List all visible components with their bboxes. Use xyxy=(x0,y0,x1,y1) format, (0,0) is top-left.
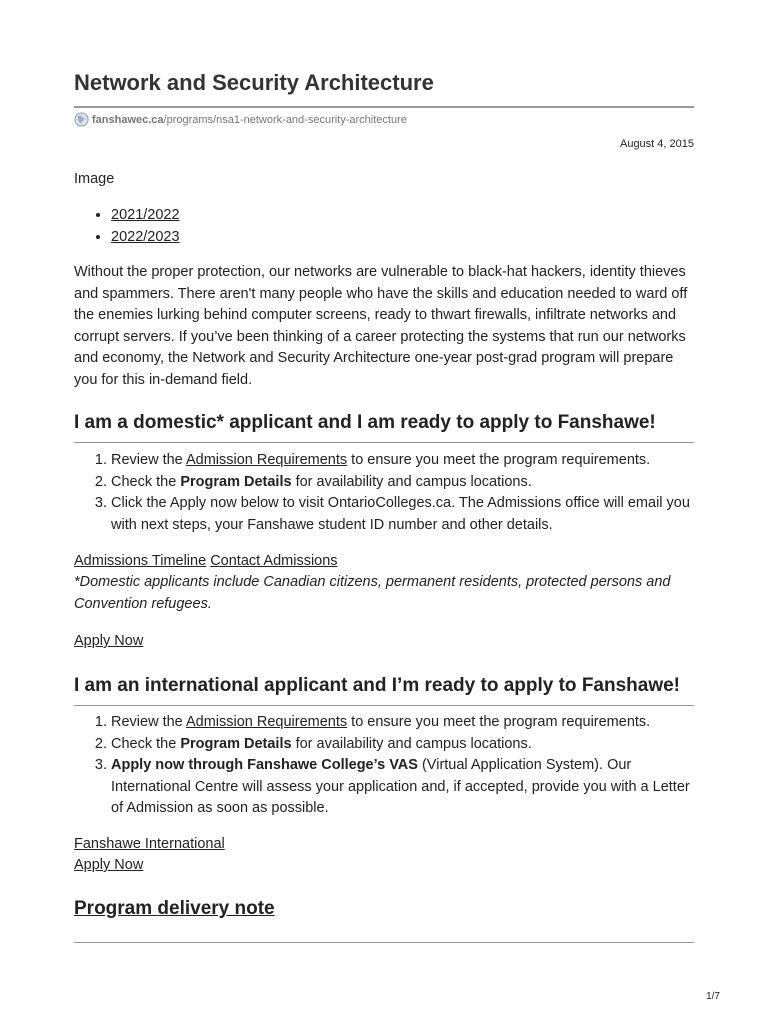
international-heading: I am an international applicant and I’m ready to apply to Fanshawe! xyxy=(74,675,681,696)
list-item xyxy=(111,204,180,226)
domestic-links xyxy=(74,551,338,573)
page-title: Network and Security Architecture xyxy=(74,70,434,95)
year-list xyxy=(74,204,180,248)
fanshawe-international-link[interactable]: Fanshawe International xyxy=(74,836,225,852)
list-item xyxy=(111,226,180,248)
year-link-2021[interactable]: 2021/2022 xyxy=(111,207,180,223)
international-apply xyxy=(74,855,143,877)
domestic-apply-now-link[interactable]: Apply Now xyxy=(74,633,144,649)
international-admission-requirements-link[interactable]: Admission Requirements xyxy=(185,714,348,730)
source-domain[interactable]: fanshawec.ca xyxy=(92,113,164,126)
international-steps xyxy=(74,712,701,820)
domestic-heading: I am a domestic* applicant and I am ready to apply to Fanshawe! xyxy=(74,412,656,433)
domestic-step-2: 2. Check the Program Details for availability and campus locations. xyxy=(111,472,701,494)
international-divider xyxy=(74,705,694,706)
admissions-timeline-link[interactable]: Admissions Timeline xyxy=(74,553,207,569)
title-divider xyxy=(74,106,694,108)
page-number: 1/7 xyxy=(706,991,720,1002)
program-delivery-heading[interactable]: Program delivery note xyxy=(74,898,275,919)
domestic-divider xyxy=(74,442,694,443)
international-apply-now-link[interactable]: Apply Now xyxy=(74,857,144,873)
year-link-2022[interactable]: 2022/2023 xyxy=(111,229,180,245)
domestic-note: *Domestic applicants include Canadian citizens, permanent residents, protected persons and Convention refugees. xyxy=(74,574,671,612)
international-step-2: 2. Check the Program Details for availability and campus locations. xyxy=(111,734,701,756)
domestic-step-3: 3. Click the Apply now below to visit OntarioColleges.ca. The Admissions office will email you with next steps, your Fanshawe student ID number and other details. xyxy=(111,493,701,536)
intro-paragraph: Without the proper protection, our networks are vulnerable to black-hat hackers, identity thieves and spammers. There aren't many people who have the skills and education needed to ward off the enemies lurking behind computer screens, ready to thwart firewalls, infiltrate networks and corrupt servers. If you’ve been thinking of a career protecting the systems that run our networks and economy, the Network and Security Architecture one-year post-grad program will prepare you for this in-demand field. xyxy=(74,264,688,388)
source-url[interactable] xyxy=(74,112,407,127)
source-path[interactable]: /programs/nsa1-network-and-security-architecture xyxy=(163,113,407,126)
image-label: Image xyxy=(74,171,115,187)
contact-admissions-link[interactable]: Contact Admissions xyxy=(210,553,338,569)
international-link-row xyxy=(74,834,225,856)
domestic-step-1: 1. Review the Admission Requirements to ensure you meet the program requirements. xyxy=(111,450,701,472)
international-step-1: 1. Review the Admission Requirements to ensure you meet the program requirements. xyxy=(111,712,701,734)
international-step-3: 3. Apply now through Fanshawe College’s VAS (Virtual Application System). Our International Centre will assess your application and, if accepted, provide you with a Letter of Admission as soon as possible. xyxy=(111,755,701,820)
domestic-apply xyxy=(74,631,143,653)
globe-icon xyxy=(74,112,89,127)
domestic-steps xyxy=(74,450,701,536)
bottom-divider xyxy=(74,942,694,943)
capture-date: August 4, 2015 xyxy=(619,138,694,150)
admission-requirements-link[interactable]: Admission Requirements xyxy=(185,452,348,468)
